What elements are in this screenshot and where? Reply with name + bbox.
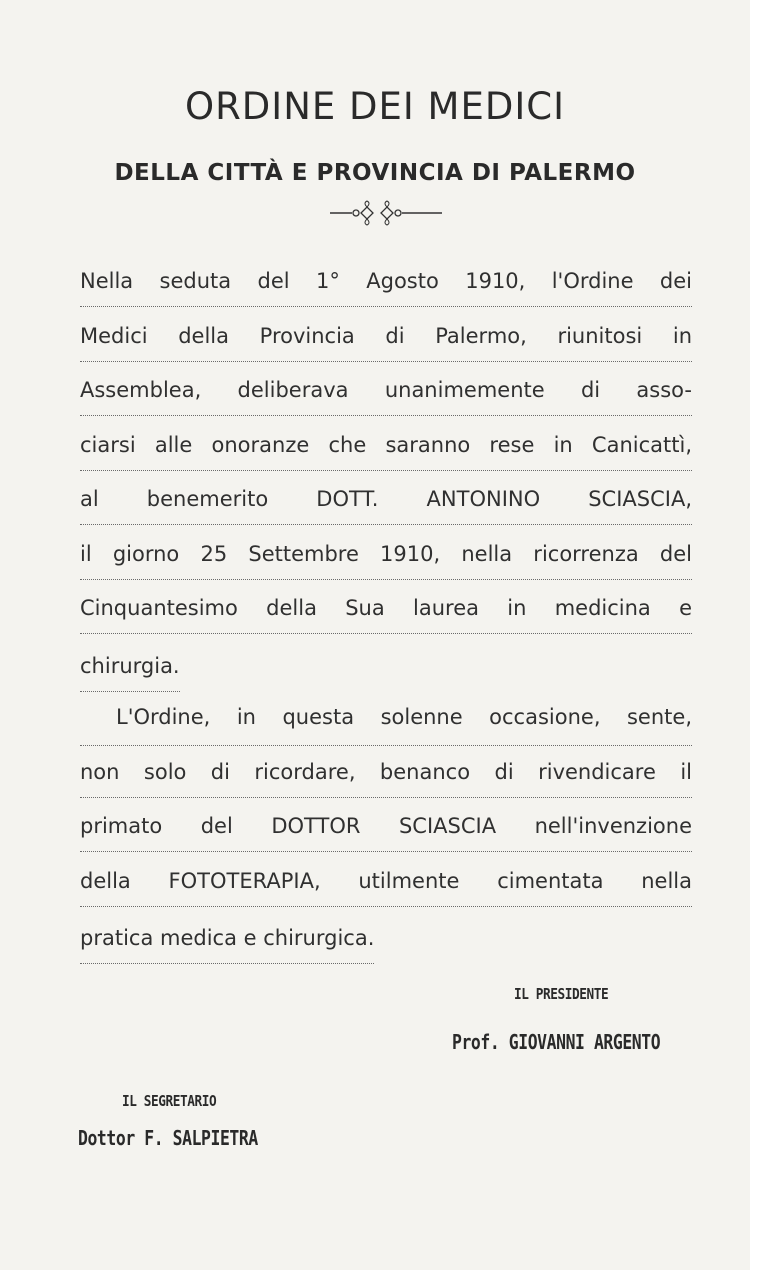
text-line: il giorno 25 Settembre 1910, nella ricorrenza del bbox=[80, 531, 692, 586]
text-line: chirurgia. bbox=[80, 640, 692, 695]
text-line: non solo di ricordare, benanco di rivendicare il bbox=[80, 749, 692, 804]
president-role: IL PRESIDENTE bbox=[514, 985, 609, 1003]
secretary-name: Dottor F. SALPIETRA bbox=[78, 1126, 258, 1150]
text-line: della FOTOTERAPIA, utilmente cimentata nella bbox=[80, 858, 692, 913]
document-title: ORDINE DEI MEDICI bbox=[184, 85, 566, 128]
ornament-divider-icon bbox=[330, 200, 445, 226]
text-line: Assemblea, deliberava unanimemente di asso- bbox=[80, 367, 692, 422]
secretary-role: IL SEGRETARIO bbox=[122, 1092, 217, 1110]
president-name: Prof. GIOVANNI ARGENTO bbox=[452, 1030, 661, 1054]
text-line: Cinquantesimo della Sua laurea in medicina e bbox=[80, 585, 692, 640]
resolution-text bbox=[80, 258, 692, 967]
text-line: al benemerito DOTT. ANTONINO SCIASCIA, bbox=[80, 476, 692, 531]
text-line: pratica medica e chirurgica. bbox=[80, 912, 692, 967]
text-line: Nella seduta del 1° Agosto 1910, l'Ordine dei bbox=[80, 258, 692, 313]
text-line: ciarsi alle onoranze che saranno rese in Canicattì, bbox=[80, 422, 692, 477]
document-subtitle: DELLA CITTÀ E PROVINCIA DI PALERMO bbox=[114, 160, 636, 186]
text-line: primato del DOTTOR SCIASCIA nell'invenzione bbox=[80, 803, 692, 858]
text-line: Medici della Provincia di Palermo, riunitosi in bbox=[80, 313, 692, 368]
text-line: L'Ordine, in questa solenne occasione, sente, bbox=[80, 694, 692, 749]
